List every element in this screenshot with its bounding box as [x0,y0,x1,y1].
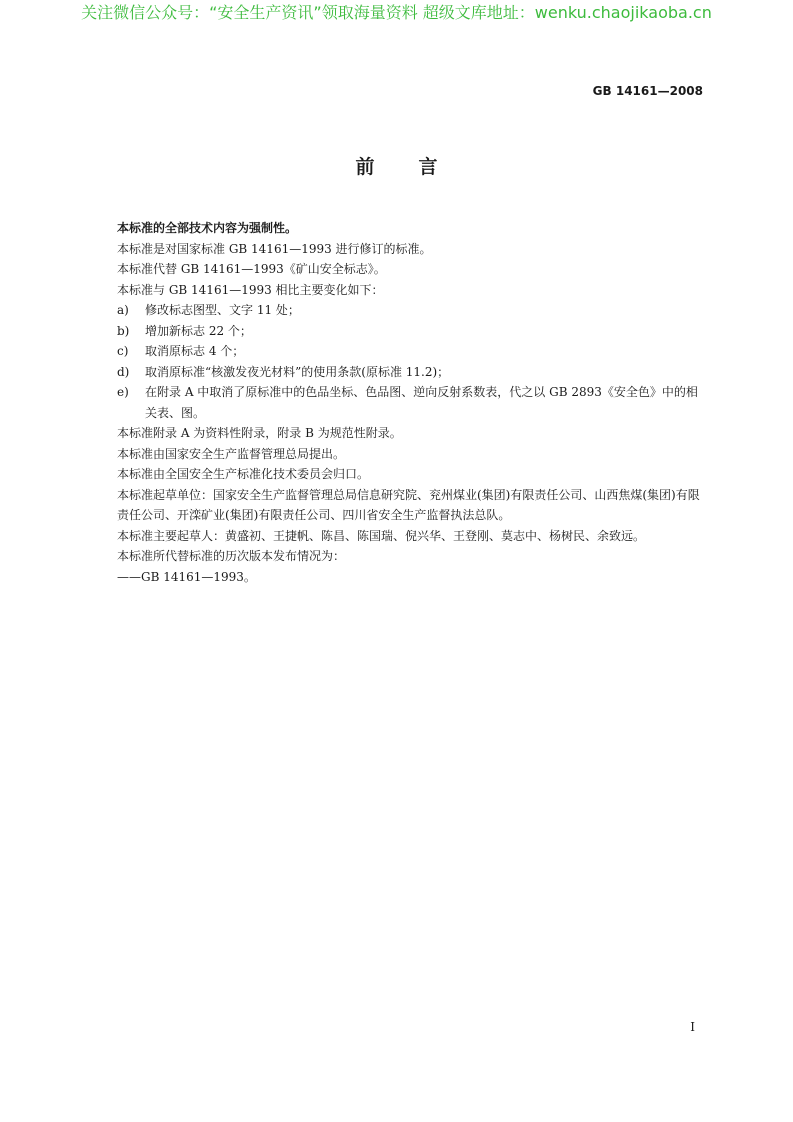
paragraph-drafters: 本标准主要起草人：黄盛初、王捷帆、陈昌、陈国瑞、倪兴华、王登刚、莫志中、杨树民、余致远。 [117,528,646,543]
paragraph-proposed-by: 本标准由国家安全生产监督管理总局提出。 [117,446,346,461]
paragraph-drafting-units: 本标准起草单位：国家安全生产监督管理总局信息研究院、兖州煤业(集团)有限责任公司、山西焦煤(集团)有限责任公司、开滦矿业(集团)有限责任公司、四川省安全生产监督执法总队。 [117,487,700,522]
list-item-label: d) [117,364,130,379]
paragraph-appendix: 本标准附录 A 为资料性附录，附录 B 为规范性附录。 [117,426,402,440]
list-item-label: a) [117,303,129,317]
list-item-label: e) [117,385,129,399]
paragraph-changes-intro: 本标准与 GB 14161—1993 相比主要变化如下： [117,282,384,297]
paragraph-mandatory: 本标准的全部技术内容为强制性。 [117,221,298,235]
list-item-text: 取消原标准“核激发夜光材料”的使用条款(原标准 11.2)； [145,364,450,379]
foreword-body [117,218,702,587]
page-title: 前言 [355,156,482,178]
watermark-banner: 关注微信公众号：“安全生产资讯”领取海量资料 超级文库地址：wenku.chaojikaoba.cn [81,3,712,22]
list-item [117,341,702,362]
paragraph-previous-version: ——GB 14161—1993。 [117,569,256,584]
page-number: I [690,1020,695,1034]
list-item-text: 增加新标志 22 个； [145,323,252,338]
list-item [117,382,702,423]
paragraph-revision: 本标准是对国家标准 GB 14161—1993 进行修订的标准。 [117,241,432,256]
list-item [117,321,702,342]
list-item [117,362,702,383]
list-item-text: 在附录 A 中取消了原标准中的色品坐标、色品图、逆向反射系数表，代之以 GB 2893《安全色》中的相关表、图。 [145,385,698,420]
list-item [117,300,702,321]
paragraph-history: 本标准所代替标准的历次版本发布情况为： [117,549,346,563]
paragraph-replaces: 本标准代替 GB 14161—1993《矿山安全标志》。 [117,262,386,276]
list-item-text: 修改标志图型、文字 11 处； [145,303,300,317]
list-item-text: 取消原标志 4 个； [145,344,245,358]
standard-number: GB 14161—2008 [592,84,703,98]
list-item-label: c) [117,344,129,358]
list-item-label: b) [117,323,130,338]
paragraph-centralized-by: 本标准由全国安全生产标准化技术委员会归口。 [117,467,370,481]
